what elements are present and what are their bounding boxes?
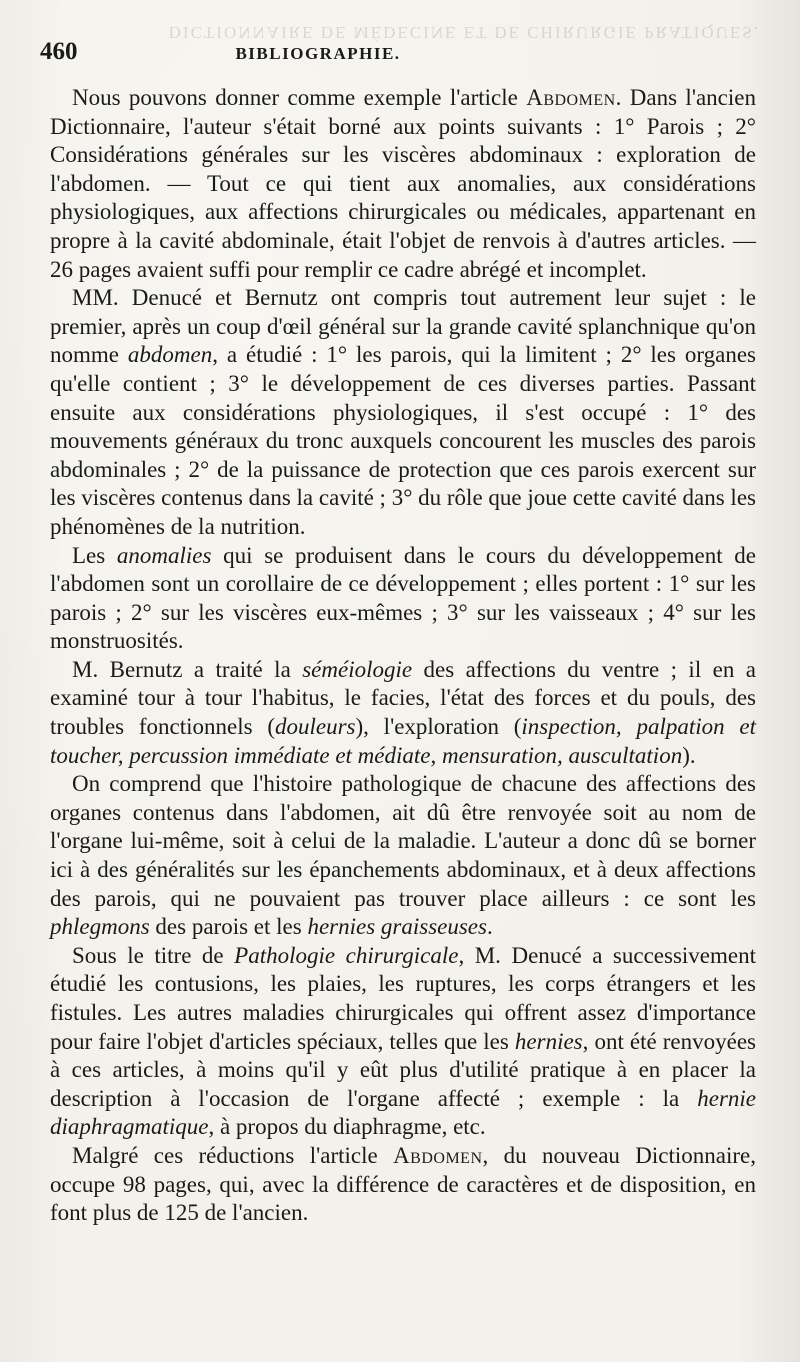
text-run: . (486, 914, 493, 940)
text-run: Les (72, 542, 117, 568)
body-text (50, 84, 756, 1228)
text-run: des parois et les (149, 914, 308, 940)
text-run: On comprend que l'histoire pathologique de chacune des affections des organes contenus dans l'abdomen, ait dû être renvoyée soit au nom de l'organe lui-même, soit à celui de la maladie. L'auteur a donc dû se borner ici à des généralités sur les épanchements abdominaux, et à deux affections des parois, qui ne pouvaient pas trouver place ailleurs : ce sont les (50, 771, 756, 911)
small-caps-run: Abdomen (393, 1142, 483, 1168)
text-run: . Dans l'ancien Dictionnaire, l'auteur s'était borné aux points suivants : 1° Parois ; 2° Considérations générales sur les viscères abdominaux : exploration de l'abdomen. — Tout ce qui tient aux anomalies, aux considérations physiologiques, aux affections chirurgicales ou médicales, appartenant en propre à la cavité abdominale, était l'objet de renvois à d'autres articles. — 26 pages avaient suffi pour remplir ce cadre abrégé et incomplet. (50, 85, 756, 282)
text-run: Malgré ces réductions l'article (72, 1142, 394, 1168)
paragraph (50, 770, 756, 942)
paragraph (50, 656, 756, 770)
text-run: ). (682, 742, 696, 768)
text-run: , M. Denucé a successivement étudié les contusions, les plaies, les ruptures, les corps étrangers et les fistules. Les autres maladies chirurgicales qui offrent assez d'importance pour faire l'objet d'articles spéciaux, telles que les (50, 942, 756, 1054)
page-number: 460 (40, 38, 78, 65)
paragraph (50, 542, 756, 656)
italic-run: anomalies (116, 542, 212, 568)
small-caps-run: Abdomen (526, 85, 616, 110)
italic-run: inspection, palpation et toucher, percussion immédiate et médiate, mensuration, auscultation (50, 714, 756, 768)
italic-run: hernies (514, 1028, 583, 1054)
text-run: , ont été renvoyées à ces articles, à moins qu'il y eût plus d'utilité pratique à en placer la description à l'occasion de l'organe affecté ; exemple : la (50, 1028, 757, 1111)
italic-run: abdomen (127, 342, 213, 368)
page-header (40, 38, 756, 82)
text-run: ), l'exploration ( (355, 714, 522, 740)
italic-run: douleurs (275, 714, 356, 740)
paragraph (50, 84, 756, 284)
italic-run: séméiologie (302, 656, 413, 682)
italic-run: hernie diaphragmatique (50, 1085, 756, 1140)
text-run: , a étudié : 1° les parois, qui la limitent ; 2° les organes qu'elle contient ; 3° le développement de ces diverses parties. Passant ensuite aux considérations physiologiques, il s'est occupé : 1° des mouvements généraux du tronc auxquels concourent les muscles des parois abdominales ; 2° de la puissance de protection que ces parois exercent sur les viscères contenus dans la cavité ; 3° du rôle que joue cette cavité dans les phénomènes de la nutrition. (50, 342, 756, 539)
paragraph (50, 942, 756, 1142)
text-run: MM. Denucé et Bernutz ont compris tout autrement leur sujet : le premier, après un coup d'œil général sur la grande cavité splanchnique qu'on nomme (50, 285, 756, 368)
bleed-through-text: DICTIONNAIRE DE MÉDECINE ET DE CHIRURGIE PRATIQUES. (168, 23, 760, 42)
text-run: Sous le titre de (72, 942, 235, 968)
italic-run: hernies graisseuses (307, 914, 487, 940)
text-run: , du nouveau Dictionnaire, occupe 98 pages, qui, avec la différence de caractères et de disposition, en font plus de 125 de l'ancien. (50, 1142, 756, 1226)
running-head: BIBLIOGRAPHIE. (235, 44, 401, 63)
italic-run: Pathologie chirurgicale (234, 942, 459, 968)
text-run: M. Bernutz a traité la (72, 656, 303, 682)
text-run: , à propos du diaphragme, etc. (208, 1114, 486, 1140)
text-run: des affections du ventre ; il en a examiné tour à tour l'habitus, le facies, l'état des forces et du pouls, des troubles fonctionnels ( (50, 656, 756, 740)
paragraph (50, 284, 756, 541)
paragraph (50, 1142, 756, 1228)
text-run: qui se produisent dans le cours du développement de l'abdomen sont un corollaire de ce développement ; elles portent : 1° sur les parois ; 2° sur les viscères eux-mêmes ; 3° sur les vaisseaux ; 4° sur les monstruosités. (50, 542, 756, 654)
text-run: Nous pouvons donner comme exemple l'article (72, 85, 527, 110)
italic-run: phlegmons (50, 914, 150, 940)
